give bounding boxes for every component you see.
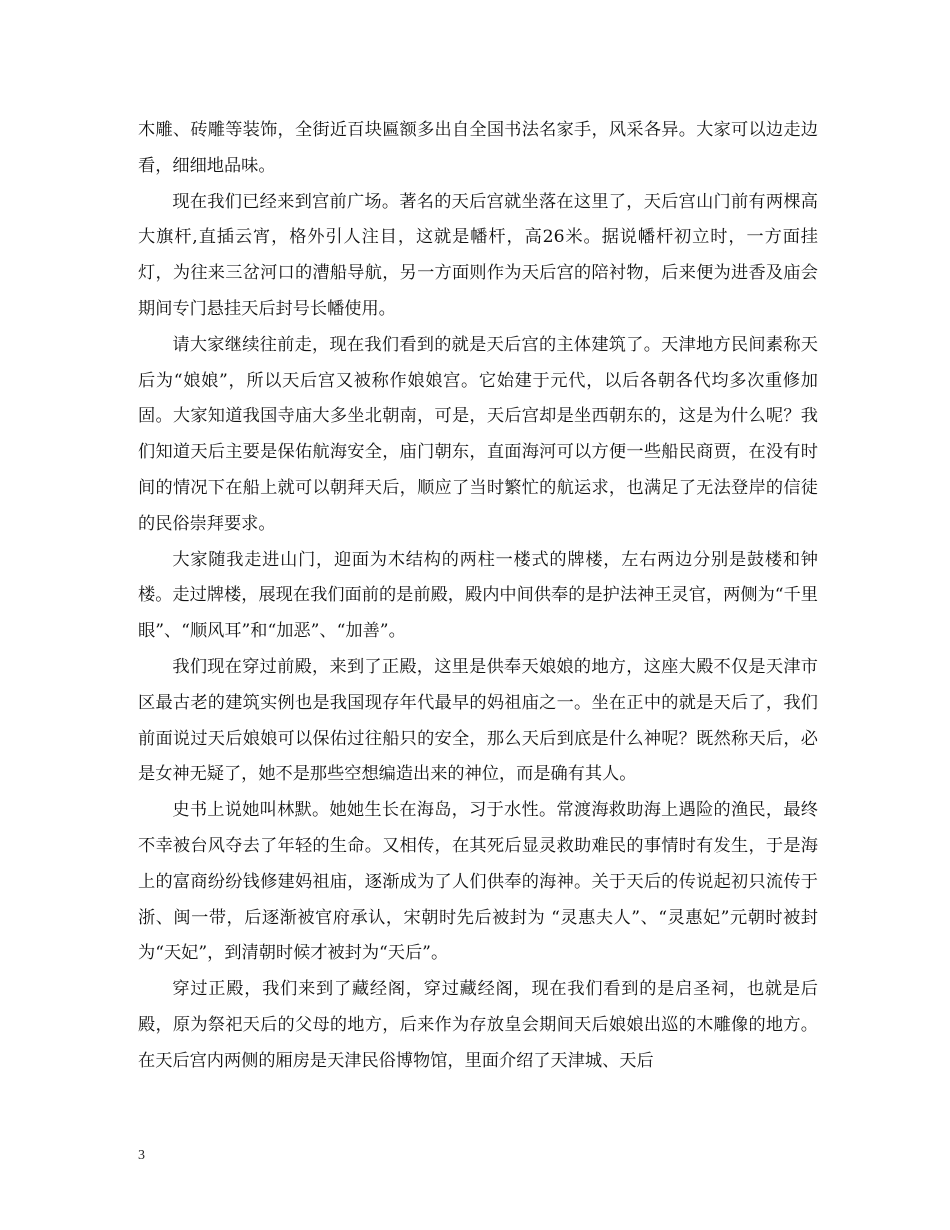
paragraph-4: 大家随我走进山门，迎面为木结构的两柱一楼式的牌楼，左右两边分别是鼓楼和钟楼。走过牌楼，展现在我们面前的是前殿，殿内中间供奉的是护法神王灵官，两侧为“千里眼”、“顺风耳”和“加恶”、“加善”。 [138, 549, 818, 642]
paragraph-1: 木雕、砖雕等装饰，全街近百块匾额多出自全国书法名家手，风采各异。大家可以边走边看，细细地品味。 [138, 120, 818, 176]
page-number: 3 [138, 1148, 145, 1163]
paragraph-3: 请大家继续往前走，现在我们看到的就是天后宫的主体建筑了。天津地方民间素称天后为“娘娘”，所以天后宫又被称作娘娘宫。它始建于元代，以后各朝各代均多次重修加固。大家知道我国寺庙大多坐北朝南，可是，天后宫却是坐西朝东的，这是为什么呢？我们知道天后主要是保佑航海安全，庙门朝东，直面海河可以方便一些船民商贾，在没有时间的情况下在船上就可以朝拜天后，顺应了当时繁忙的航运求，也满足了无法登岸的信徒的民俗崇拜要求。 [138, 334, 818, 534]
paragraph-2: 现在我们已经来到宫前广场。著名的天后宫就坐落在这里了，天后宫山门前有两棵高大旗杆,直插云宵，格外引人注目，这就是幡杆，高26米。据说幡杆初立时，一方面挂灯，为往来三岔河口的漕船导航，另一方面则作为天后宫的陪衬物，后来便为进香及庙会期间专门悬挂天后封号长幡使用。 [138, 191, 818, 319]
document-body [138, 113, 818, 1080]
paragraph-6: 史书上说她叫林默。她她生长在海岛，习于水性。常渡海救助海上遇险的渔民，最终不幸被台风夺去了年轻的生命。又相传，在其死后显灵救助难民的事情时有发生，于是海上的富商纷纷钱修建妈祖庙，逐渐成为了人们供奉的海神。关于天后的传说起初只流传于浙、闽一带，后逐渐被官府承认，宋朝时先后被封为 “灵惠夫人”、“灵惠妃”元朝时被封为“天妃”，到清朝时候才被封为“天后”。 [138, 800, 818, 964]
paragraph-7: 穿过正殿，我们来到了藏经阁，穿过藏经阁，现在我们看到的是启圣祠，也就是后殿，原为祭祀天后的父母的地方，后来作为存放皇会期间天后娘娘出巡的木雕像的地方。在天后宫内两侧的厢房是天津民俗博物馆，里面介绍了天津城、天后 [138, 979, 818, 1071]
paragraph-5: 我们现在穿过前殿，来到了正殿，这里是供奉天娘娘的地方，这座大殿不仅是天津市区最古老的建筑实例也是我国现存年代最早的妈祖庙之一。坐在正中的就是天后了，我们前面说过天后娘娘可以保佑过往船只的安全，那么天后到底是什么神呢？既然称天后，必是女神无疑了，她不是那些空想编造出来的神位，而是确有其人。 [138, 656, 818, 785]
